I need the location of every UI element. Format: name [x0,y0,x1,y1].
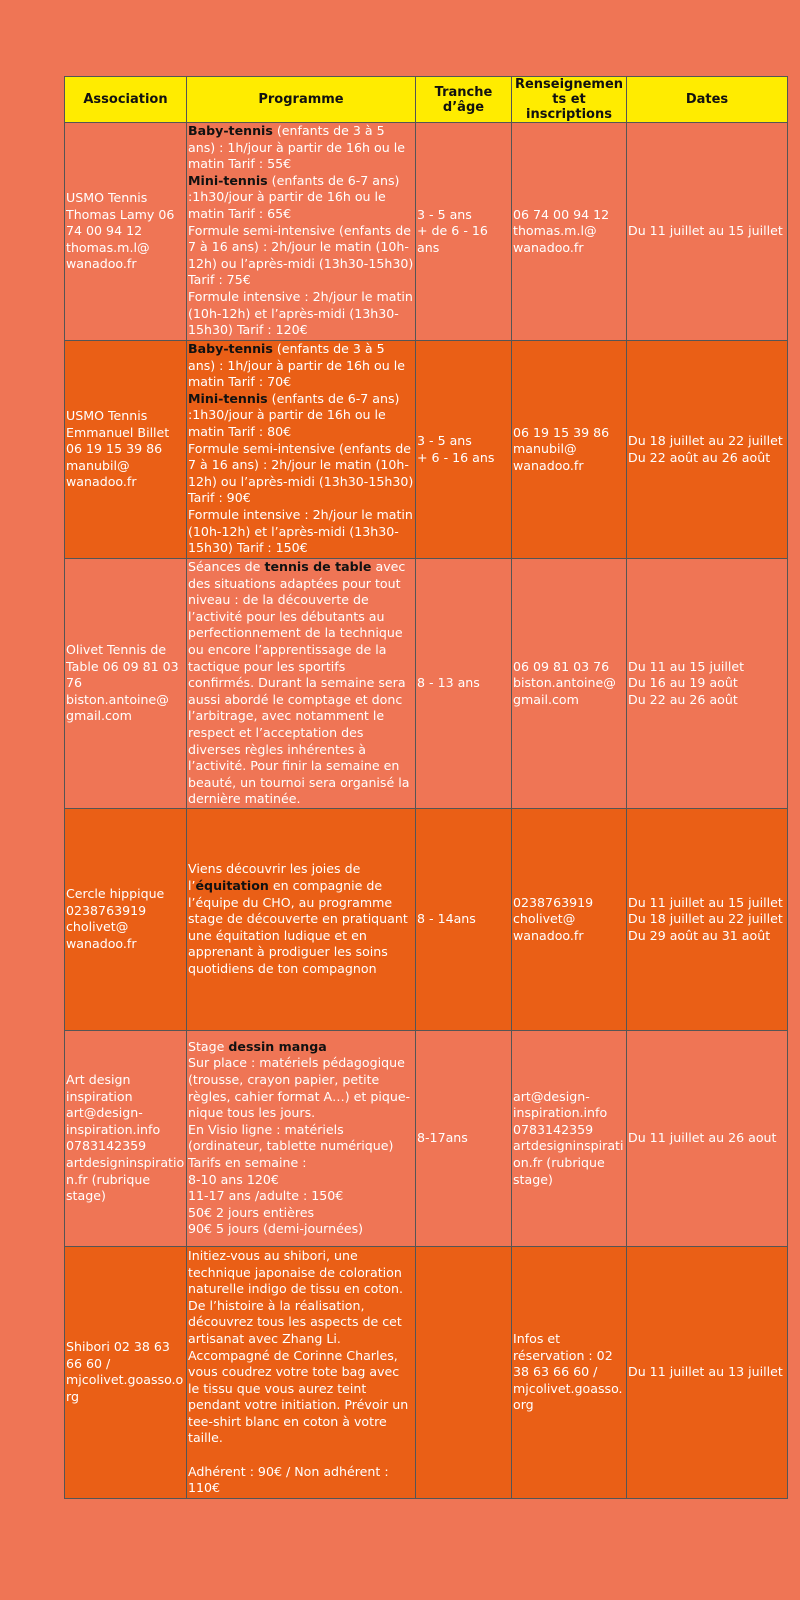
date-range: Du 11 juillet au 15 juillet [628,894,783,910]
age-range: 8 - 13 ans [417,675,480,691]
programme-text: Sur place : matériels pédagogique (trousse, crayon papier, petite règles, cahier format A…) et pique-nique tous les jours. [188,1055,411,1121]
contact-cell: 06 09 81 03 76 biston.antoine@ gmail.com [512,559,627,809]
table-row [65,1246,788,1498]
age-range: + de 6 - 16 ans [417,223,488,255]
dates-cell [627,1246,788,1498]
programme-text: Stage [188,1038,229,1054]
association-cell: USMO Tennis Thomas Lamy 06 74 00 94 12 thomas.m.l@ wanadoo.fr [65,123,187,341]
programme-cell [187,1246,416,1498]
association-cell: Shibori 02 38 63 66 60 / mjcolivet.goasso.org [65,1246,187,1498]
dates-cell [627,123,788,341]
programme-text: (enfants de 3 à 5 ans) : 1h/jour à partir de 16h ou le matin Tarif : 70€ [188,341,405,390]
dates-cell [627,559,788,809]
programme-text: Initiez-vous au shibori, une technique japonaise de coloration naturelle indigo de tissu en coton. De l’histoire à la réalisation, découvrez tous les aspects de cet artisanat avec Zhang Li. Accompagné de Corinne Charles, vous coudrez votre tote bag avec le tissu que vous aurez teint pendant votre initiation. Prévoir un tee-shirt blanc en coton à votre taille. [188,1247,409,1446]
contact-cell: art@design-inspiration.info 0783142359 artdesigninspiration.fr (rubrique stage) [512,1030,627,1246]
date-range: Du 22 au 26 août [628,691,738,707]
programme-keyword: Mini-tennis [188,172,268,188]
age-cell [416,123,512,341]
table-row [65,808,788,1030]
programme-cell [187,1030,416,1246]
contact-cell: 06 19 15 39 86 manubil@ wanadoo.fr [512,341,627,559]
programme-keyword: équitation [195,877,269,893]
programme-text: En Visio ligne : matériels (ordinateur, tablette numérique) [188,1121,394,1154]
header-association: Association [65,77,187,123]
date-range: Du 11 juillet au 26 aout [628,1130,777,1146]
date-range: Du 16 au 19 août [628,675,738,691]
programme-text: 8-10 ans 120€ [188,1171,279,1187]
age-cell [416,1030,512,1246]
programme-text: (enfants de 6-7 ans) :1h30/jour à partir de 16h ou le matin Tarif : 80€ [188,390,400,439]
table-row [65,341,788,559]
age-cell [416,341,512,559]
programme-text: Viens découvrir les joies de l’ [188,861,361,893]
age-range: 3 - 5 ans [417,432,472,448]
programme-text: (enfants de 6-7 ans) :1h30/jour à partir de 16h ou le matin Tarif : 65€ [188,172,400,221]
programme-text: (enfants de 3 à 5 ans) : 1h/jour à partir de 16h ou le matin Tarif : 55€ [188,123,405,172]
dates-cell [627,341,788,559]
dates-cell [627,1030,788,1246]
header-row [65,77,788,123]
dates-cell [627,808,788,1030]
association-cell: Cercle hippique 0238763919 cholivet@ wanadoo.fr [65,808,187,1030]
programme-text: Formule intensive : 2h/jour le matin (10h-12h) et l’après-midi (13h30-15h30) Tarif : 120€ [188,288,413,338]
programme-cell [187,559,416,809]
date-range: Du 29 août au 31 août [628,927,771,943]
header-contact: Renseignements et inscriptions [512,77,627,123]
programme-keyword: Mini-tennis [188,390,268,406]
contact-cell: Infos et réservation : 02 38 63 66 60 / mjcolivet.goasso.org [512,1246,627,1498]
programme-text: avec des situations adaptées pour tout niveau : de la découverte de l’activité pour les débutants au perfectionnement de la technique ou encore l’apprentissage de la tactique pour les sportifs confirmés. Durant la semaine sera aussi abordé le comptage et donc l’arbitrage, avec notamment le respect et l’acceptation des diverses règles inhérentes à l’activité. Pour finir la semaine en beauté, un tournoi sera organisé la dernière matinée. [188,559,410,807]
age-cell [416,808,512,1030]
programme-text: Adhérent : 90€ / Non adhérent : 110€ [188,1463,389,1496]
activities-table [64,76,788,1499]
age-cell [416,1246,512,1498]
programme-text: 90€ 5 jours (demi-journées) [188,1221,364,1237]
association-cell: USMO Tennis Emmanuel Billet 06 19 15 39 86 manubil@ wanadoo.fr [65,341,187,559]
date-range: Du 11 au 15 juillet [628,658,745,674]
programme-cell [187,123,416,341]
date-range: Du 18 juillet au 22 juillet [628,432,783,448]
date-range: Du 11 juillet au 15 juillet [628,223,783,239]
table-row [65,559,788,809]
programme-text: 11-17 ans /adulte : 150€ [188,1188,344,1204]
table-row [65,1030,788,1246]
age-cell [416,559,512,809]
header-age: Tranche d’âge [416,77,512,123]
programme-cell [187,341,416,559]
age-range: 8 - 14ans [417,911,476,927]
programme-text: Séances de [188,559,265,574]
programme-keyword: Baby-tennis [188,341,273,356]
date-range: Du 22 août au 26 août [628,449,771,465]
table-row [65,123,788,341]
programme-text: Formule semi-intensive (enfants de 7 à 16 ans) : 2h/jour le matin (10h-12h) ou l’après-midi (13h30-15h30) Tarif : 75€ [188,222,414,288]
programme-keyword: Baby-tennis [188,123,273,138]
age-range: 3 - 5 ans [417,206,472,222]
programme-text: 50€ 2 jours entières [188,1204,315,1220]
programme-text: en compagnie de l’équipe du CHO, au programme stage de découverte en pratiquant une équitation ludique et en apprenant à prodiguer les soins quotidiens de ton compagnon [188,877,408,976]
contact-cell: 06 74 00 94 12 thomas.m.l@ wanadoo.fr [512,123,627,341]
programme-keyword: tennis de table [264,559,372,574]
date-range: Du 11 juillet au 13 juillet [628,1364,783,1380]
association-cell: Art design inspiration art@design-inspiration.info 0783142359 artdesigninspiration.fr (rubrique stage) [65,1030,187,1246]
programme-keyword: dessin manga [228,1038,327,1054]
age-range: + 6 - 16 ans [417,449,495,465]
header-programme: Programme [187,77,416,123]
programme-text: Tarifs en semaine : [188,1155,307,1170]
header-dates: Dates [627,77,788,123]
date-range: Du 18 juillet au 22 juillet [628,911,783,927]
programme-text: Formule intensive : 2h/jour le matin (10h-12h) et l’après-midi (13h30-15h30) Tarif : 150€ [188,506,413,556]
association-cell: Olivet Tennis de Table 06 09 81 03 76 biston.antoine@ gmail.com [65,559,187,809]
age-range: 8-17ans [417,1130,468,1146]
programme-cell [187,808,416,1030]
contact-cell: 0238763919 cholivet@ wanadoo.fr [512,808,627,1030]
programme-text: Formule semi-intensive (enfants de 7 à 16 ans) : 2h/jour le matin (10h-12h) ou l’après-midi (13h30-15h30) Tarif : 90€ [188,440,414,506]
